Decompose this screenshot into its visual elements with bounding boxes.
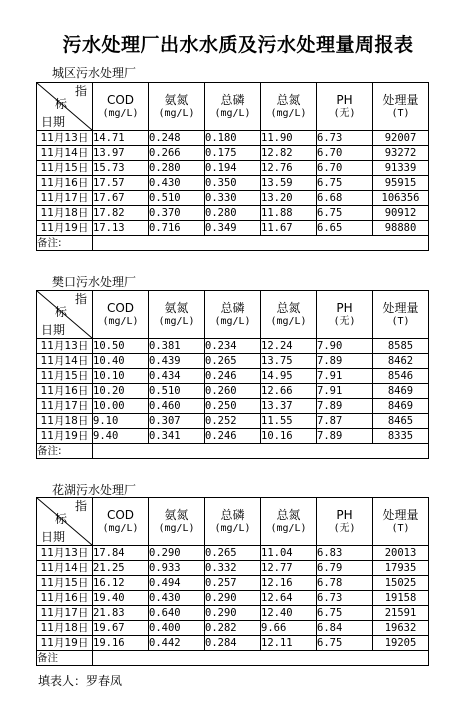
column-header bbox=[317, 83, 373, 131]
value-cell: 14.71 bbox=[93, 131, 149, 146]
table-huahu bbox=[36, 497, 429, 666]
column-header bbox=[373, 498, 429, 546]
value-cell: 11.67 bbox=[261, 221, 317, 236]
value-cell: 0.439 bbox=[149, 354, 205, 369]
date-cell: 11月13日 bbox=[37, 131, 93, 146]
column-header-unit: (无) bbox=[333, 522, 356, 534]
header-row bbox=[37, 83, 429, 131]
column-header-name: 总氮 bbox=[276, 300, 301, 315]
value-cell: 17.67 bbox=[93, 191, 149, 206]
value-cell: 13.59 bbox=[261, 176, 317, 191]
column-header-name: 处理量 bbox=[382, 300, 419, 315]
corner-label-date: 日期 bbox=[41, 323, 66, 337]
value-cell: 0.430 bbox=[149, 176, 205, 191]
corner-header-cell bbox=[37, 291, 93, 339]
table-row bbox=[37, 621, 429, 636]
value-cell: 19632 bbox=[373, 621, 429, 636]
table-chengqu bbox=[36, 82, 429, 251]
report-title: 污水处理厂出水水质及污水处理量周报表 bbox=[62, 34, 414, 56]
date-cell: 11月19日 bbox=[37, 636, 93, 651]
value-cell: 0.260 bbox=[205, 384, 261, 399]
value-cell: 0.234 bbox=[205, 339, 261, 354]
value-cell: 0.280 bbox=[149, 161, 205, 176]
remark-value bbox=[93, 236, 429, 251]
column-header-name: PH bbox=[336, 507, 353, 522]
value-cell: 95915 bbox=[373, 176, 429, 191]
value-cell: 11.90 bbox=[261, 131, 317, 146]
value-cell: 0.266 bbox=[149, 146, 205, 161]
column-header-unit: (mg/L) bbox=[270, 107, 307, 119]
column-header-name: PH bbox=[336, 300, 353, 315]
value-cell: 0.246 bbox=[205, 429, 261, 444]
date-cell: 11月13日 bbox=[37, 546, 93, 561]
value-cell: 15.73 bbox=[93, 161, 149, 176]
value-cell: 17.82 bbox=[93, 206, 149, 221]
value-cell: 6.84 bbox=[317, 621, 373, 636]
date-cell: 11月16日 bbox=[37, 591, 93, 606]
corner-header-cell bbox=[37, 83, 93, 131]
value-cell: 12.24 bbox=[261, 339, 317, 354]
date-cell: 11月15日 bbox=[37, 576, 93, 591]
value-cell: 0.494 bbox=[149, 576, 205, 591]
value-cell: 14.95 bbox=[261, 369, 317, 384]
column-header-name: PH bbox=[336, 92, 353, 107]
remark-row bbox=[37, 651, 429, 666]
plant-name-chengqu: 城区污水处理厂 bbox=[52, 66, 137, 80]
value-cell: 12.76 bbox=[261, 161, 317, 176]
value-cell: 6.70 bbox=[317, 146, 373, 161]
date-cell: 11月15日 bbox=[37, 369, 93, 384]
corner-label-mark: 标 bbox=[55, 305, 68, 319]
value-cell: 6.75 bbox=[317, 206, 373, 221]
value-cell: 10.40 bbox=[93, 354, 149, 369]
table-row bbox=[37, 561, 429, 576]
value-cell: 0.332 bbox=[205, 561, 261, 576]
corner-label-mark: 标 bbox=[55, 512, 68, 526]
filler-signature: 填表人：罗春凤 bbox=[38, 674, 123, 688]
column-header-name: COD bbox=[106, 300, 135, 315]
value-cell: 0.290 bbox=[149, 546, 205, 561]
column-header bbox=[261, 498, 317, 546]
date-cell: 11月15日 bbox=[37, 161, 93, 176]
table-row bbox=[37, 131, 429, 146]
table-row bbox=[37, 384, 429, 399]
corner-label-indicator: 指 bbox=[75, 499, 88, 513]
column-header-name: 总磷 bbox=[220, 507, 245, 522]
column-header bbox=[93, 291, 149, 339]
value-cell: 91339 bbox=[373, 161, 429, 176]
value-cell: 11.88 bbox=[261, 206, 317, 221]
column-header bbox=[261, 83, 317, 131]
value-cell: 12.11 bbox=[261, 636, 317, 651]
value-cell: 7.87 bbox=[317, 414, 373, 429]
value-cell: 6.68 bbox=[317, 191, 373, 206]
value-cell: 10.50 bbox=[93, 339, 149, 354]
value-cell: 12.64 bbox=[261, 591, 317, 606]
column-header-name: COD bbox=[106, 92, 135, 107]
table-row bbox=[37, 221, 429, 236]
table-row bbox=[37, 206, 429, 221]
value-cell: 92007 bbox=[373, 131, 429, 146]
remark-row bbox=[37, 444, 429, 459]
column-header bbox=[93, 83, 149, 131]
plant-name-huahu: 花湖污水处理厂 bbox=[52, 483, 137, 497]
column-header-name: 总氮 bbox=[276, 507, 301, 522]
value-cell: 0.716 bbox=[149, 221, 205, 236]
column-header-unit: (mg/L) bbox=[270, 522, 307, 534]
table-row bbox=[37, 146, 429, 161]
table-row bbox=[37, 429, 429, 444]
column-header bbox=[373, 83, 429, 131]
date-cell: 11月19日 bbox=[37, 429, 93, 444]
value-cell: 15025 bbox=[373, 576, 429, 591]
value-cell: 11.04 bbox=[261, 546, 317, 561]
value-cell: 0.442 bbox=[149, 636, 205, 651]
column-header-name: 处理量 bbox=[382, 92, 419, 107]
column-header-unit: (无) bbox=[333, 315, 356, 327]
table-row bbox=[37, 399, 429, 414]
table-row bbox=[37, 414, 429, 429]
value-cell: 13.75 bbox=[261, 354, 317, 369]
column-header-name: 总磷 bbox=[220, 300, 245, 315]
value-cell: 0.400 bbox=[149, 621, 205, 636]
date-cell: 11月17日 bbox=[37, 191, 93, 206]
value-cell: 0.330 bbox=[205, 191, 261, 206]
value-cell: 0.194 bbox=[205, 161, 261, 176]
value-cell: 10.20 bbox=[93, 384, 149, 399]
value-cell: 0.430 bbox=[149, 591, 205, 606]
corner-label-date: 日期 bbox=[41, 115, 66, 129]
value-cell: 0.282 bbox=[205, 621, 261, 636]
value-cell: 7.91 bbox=[317, 384, 373, 399]
value-cell: 12.77 bbox=[261, 561, 317, 576]
date-cell: 11月13日 bbox=[37, 339, 93, 354]
value-cell: 0.510 bbox=[149, 191, 205, 206]
column-header-unit: (T) bbox=[391, 315, 410, 327]
value-cell: 9.10 bbox=[93, 414, 149, 429]
column-header-name: 氨氮 bbox=[164, 300, 189, 315]
remark-value bbox=[93, 444, 429, 459]
column-header-unit: (mg/L) bbox=[102, 107, 139, 119]
table-row bbox=[37, 576, 429, 591]
value-cell: 6.79 bbox=[317, 561, 373, 576]
value-cell: 6.70 bbox=[317, 161, 373, 176]
value-cell: 0.246 bbox=[205, 369, 261, 384]
column-header-name: 总磷 bbox=[220, 92, 245, 107]
value-cell: 10.10 bbox=[93, 369, 149, 384]
column-header-unit: (mg/L) bbox=[102, 522, 139, 534]
column-header bbox=[149, 498, 205, 546]
column-header-name: 氨氮 bbox=[164, 92, 189, 107]
date-cell: 11月14日 bbox=[37, 146, 93, 161]
value-cell: 10.00 bbox=[93, 399, 149, 414]
column-header bbox=[149, 83, 205, 131]
value-cell: 19158 bbox=[373, 591, 429, 606]
value-cell: 0.341 bbox=[149, 429, 205, 444]
value-cell: 0.381 bbox=[149, 339, 205, 354]
table-row bbox=[37, 339, 429, 354]
column-header-name: 总氮 bbox=[276, 92, 301, 107]
value-cell: 8462 bbox=[373, 354, 429, 369]
value-cell: 0.350 bbox=[205, 176, 261, 191]
value-cell: 6.75 bbox=[317, 606, 373, 621]
table-row bbox=[37, 606, 429, 621]
value-cell: 8469 bbox=[373, 384, 429, 399]
corner-label-date: 日期 bbox=[41, 530, 66, 544]
column-header bbox=[205, 291, 261, 339]
value-cell: 17.57 bbox=[93, 176, 149, 191]
value-cell: 6.75 bbox=[317, 636, 373, 651]
table-row bbox=[37, 191, 429, 206]
column-header-unit: (mg/L) bbox=[158, 107, 195, 119]
value-cell: 10.16 bbox=[261, 429, 317, 444]
remark-row bbox=[37, 236, 429, 251]
value-cell: 7.91 bbox=[317, 369, 373, 384]
column-header-unit: (mg/L) bbox=[158, 315, 195, 327]
value-cell: 0.175 bbox=[205, 146, 261, 161]
remark-label: 备注: bbox=[37, 444, 93, 459]
value-cell: 0.434 bbox=[149, 369, 205, 384]
value-cell: 0.265 bbox=[205, 546, 261, 561]
value-cell: 12.40 bbox=[261, 606, 317, 621]
value-cell: 8585 bbox=[373, 339, 429, 354]
value-cell: 6.65 bbox=[317, 221, 373, 236]
date-cell: 11月16日 bbox=[37, 176, 93, 191]
value-cell: 0.933 bbox=[149, 561, 205, 576]
value-cell: 0.257 bbox=[205, 576, 261, 591]
date-cell: 11月18日 bbox=[37, 621, 93, 636]
value-cell: 8469 bbox=[373, 399, 429, 414]
column-header-unit: (mg/L) bbox=[102, 315, 139, 327]
column-header bbox=[317, 498, 373, 546]
value-cell: 93272 bbox=[373, 146, 429, 161]
value-cell: 19.40 bbox=[93, 591, 149, 606]
table-row bbox=[37, 546, 429, 561]
column-header-unit: (mg/L) bbox=[270, 315, 307, 327]
corner-label-indicator: 指 bbox=[75, 84, 88, 98]
value-cell: 9.40 bbox=[93, 429, 149, 444]
value-cell: 7.89 bbox=[317, 354, 373, 369]
table-fankou bbox=[36, 290, 429, 459]
value-cell: 0.370 bbox=[149, 206, 205, 221]
corner-label-indicator: 指 bbox=[75, 292, 88, 306]
value-cell: 19.16 bbox=[93, 636, 149, 651]
date-cell: 11月18日 bbox=[37, 206, 93, 221]
value-cell: 0.284 bbox=[205, 636, 261, 651]
table-row bbox=[37, 176, 429, 191]
value-cell: 7.89 bbox=[317, 399, 373, 414]
value-cell: 6.73 bbox=[317, 591, 373, 606]
value-cell: 0.349 bbox=[205, 221, 261, 236]
column-header-name: COD bbox=[106, 507, 135, 522]
column-header-unit: (mg/L) bbox=[158, 522, 195, 534]
value-cell: 0.180 bbox=[205, 131, 261, 146]
column-header bbox=[93, 498, 149, 546]
value-cell: 0.290 bbox=[205, 606, 261, 621]
value-cell: 0.280 bbox=[205, 206, 261, 221]
value-cell: 12.16 bbox=[261, 576, 317, 591]
value-cell: 12.66 bbox=[261, 384, 317, 399]
value-cell: 6.83 bbox=[317, 546, 373, 561]
column-header bbox=[205, 498, 261, 546]
value-cell: 106356 bbox=[373, 191, 429, 206]
column-header-unit: (mg/L) bbox=[214, 315, 251, 327]
date-cell: 11月14日 bbox=[37, 354, 93, 369]
value-cell: 0.250 bbox=[205, 399, 261, 414]
date-cell: 11月17日 bbox=[37, 399, 93, 414]
value-cell: 0.460 bbox=[149, 399, 205, 414]
column-header-name: 处理量 bbox=[382, 507, 419, 522]
value-cell: 7.89 bbox=[317, 429, 373, 444]
value-cell: 13.20 bbox=[261, 191, 317, 206]
value-cell: 17.13 bbox=[93, 221, 149, 236]
value-cell: 0.248 bbox=[149, 131, 205, 146]
column-header bbox=[205, 83, 261, 131]
value-cell: 0.640 bbox=[149, 606, 205, 621]
value-cell: 16.12 bbox=[93, 576, 149, 591]
value-cell: 7.90 bbox=[317, 339, 373, 354]
value-cell: 17935 bbox=[373, 561, 429, 576]
column-header-unit: (T) bbox=[391, 522, 410, 534]
value-cell: 98880 bbox=[373, 221, 429, 236]
header-row bbox=[37, 291, 429, 339]
date-cell: 11月17日 bbox=[37, 606, 93, 621]
value-cell: 8335 bbox=[373, 429, 429, 444]
date-cell: 11月16日 bbox=[37, 384, 93, 399]
value-cell: 12.82 bbox=[261, 146, 317, 161]
value-cell: 8546 bbox=[373, 369, 429, 384]
value-cell: 21.25 bbox=[93, 561, 149, 576]
column-header bbox=[317, 291, 373, 339]
value-cell: 90912 bbox=[373, 206, 429, 221]
date-cell: 11月19日 bbox=[37, 221, 93, 236]
column-header bbox=[373, 291, 429, 339]
table-row bbox=[37, 591, 429, 606]
table-row bbox=[37, 354, 429, 369]
remark-label: 备注: bbox=[37, 236, 93, 251]
corner-header-cell bbox=[37, 498, 93, 546]
table-row bbox=[37, 636, 429, 651]
table-row bbox=[37, 161, 429, 176]
date-cell: 11月14日 bbox=[37, 561, 93, 576]
plant-name-fankou: 樊口污水处理厂 bbox=[52, 275, 137, 289]
value-cell: 0.510 bbox=[149, 384, 205, 399]
value-cell: 17.84 bbox=[93, 546, 149, 561]
value-cell: 8465 bbox=[373, 414, 429, 429]
value-cell: 6.78 bbox=[317, 576, 373, 591]
remark-value bbox=[93, 651, 429, 666]
value-cell: 19.67 bbox=[93, 621, 149, 636]
date-cell: 11月18日 bbox=[37, 414, 93, 429]
value-cell: 21591 bbox=[373, 606, 429, 621]
column-header bbox=[149, 291, 205, 339]
remark-label: 备注 bbox=[37, 651, 93, 666]
column-header-unit: (mg/L) bbox=[214, 522, 251, 534]
column-header-unit: (无) bbox=[333, 107, 356, 119]
column-header-unit: (mg/L) bbox=[214, 107, 251, 119]
column-header bbox=[261, 291, 317, 339]
value-cell: 0.265 bbox=[205, 354, 261, 369]
column-header-name: 氨氮 bbox=[164, 507, 189, 522]
value-cell: 20013 bbox=[373, 546, 429, 561]
value-cell: 21.83 bbox=[93, 606, 149, 621]
value-cell: 19205 bbox=[373, 636, 429, 651]
value-cell: 6.73 bbox=[317, 131, 373, 146]
header-row bbox=[37, 498, 429, 546]
value-cell: 6.75 bbox=[317, 176, 373, 191]
value-cell: 0.290 bbox=[205, 591, 261, 606]
value-cell: 13.97 bbox=[93, 146, 149, 161]
value-cell: 11.55 bbox=[261, 414, 317, 429]
value-cell: 0.252 bbox=[205, 414, 261, 429]
table-row bbox=[37, 369, 429, 384]
column-header-unit: (T) bbox=[391, 107, 410, 119]
value-cell: 9.66 bbox=[261, 621, 317, 636]
value-cell: 0.307 bbox=[149, 414, 205, 429]
value-cell: 13.37 bbox=[261, 399, 317, 414]
corner-label-mark: 标 bbox=[55, 97, 68, 111]
